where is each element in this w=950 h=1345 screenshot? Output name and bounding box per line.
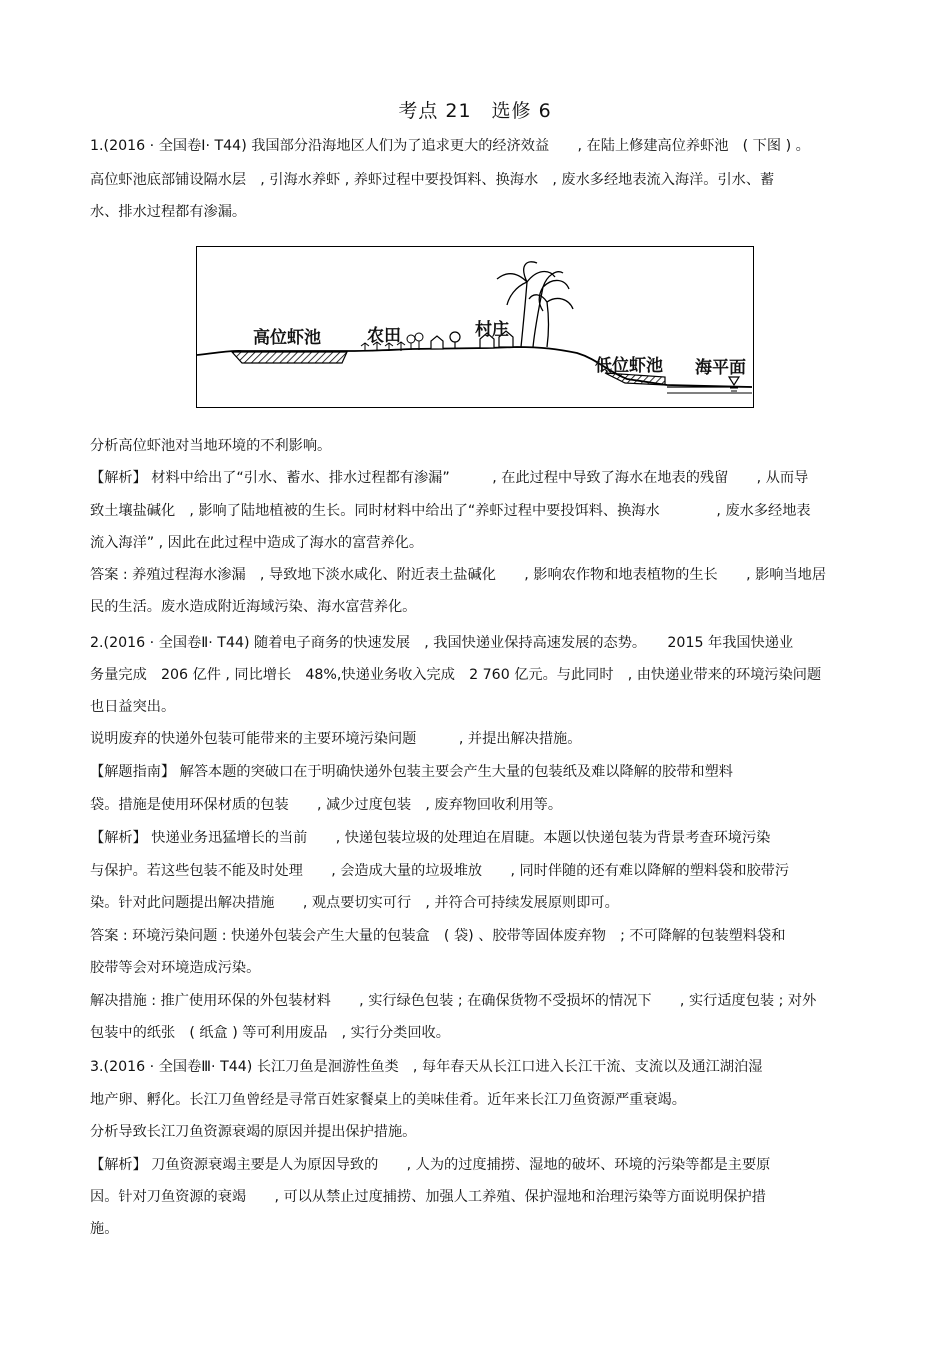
text-line: 染。针对此问题提出解决措施 , 观点要切实可行 , 并符合可持续发展原则即可。 [90, 895, 619, 911]
text-line: 致土壤盐碱化 , 影响了陆地植被的生长。同时材料中给出了“养虾过程中要投饵料、换海水 , 废水多经地表 [90, 503, 811, 519]
sea-level-marker [729, 377, 739, 385]
text-line: 2.(2016 · 全国卷Ⅱ· T44) 随着电子商务的快速发展 , 我国快递业保持高速发展的态势。 2015 年我国快递业 [90, 635, 794, 651]
text-line: 民的生活。废水造成附近海域污染、海水富营养化。 [90, 599, 417, 615]
text-line: 说明废弃的快递外包装可能带来的主要环境污染问题 , 并提出解决措施。 [90, 731, 582, 747]
label-farmland: 农田 [367, 326, 401, 346]
text-line: 袋。措施是使用环保材质的包装 , 减少过度包装 , 废弃物回收利用等。 [90, 797, 563, 813]
label-high-pond: 高位虾池 [253, 328, 321, 348]
text-line: 施。 [90, 1221, 119, 1237]
text-line: 1.(2016 · 全国卷Ⅰ· T44) 我国部分沿海地区人们为了追求更大的经济效益 , 在陆上修建高位养虾池 ( 下图 ) 。 [90, 138, 810, 154]
text-line: 地产卵、孵化。长江刀鱼曾经是寻常百姓家餐桌上的美味佳肴。近年来长江刀鱼资源严重衰竭。 [90, 1092, 686, 1108]
text-line: 胶带等会对环境造成污染。 [90, 960, 261, 976]
text-line: 答案 : 养殖过程海水渗漏 , 导致地下淡水咸化、附近表土盐碱化 , 影响农作物和地表植物的生长 , 影响当地居 [90, 567, 827, 583]
label-low-pond: 低位虾池 [595, 356, 663, 376]
text-line: 流入海洋” , 因此在此过程中造成了海水的富营养化。 [90, 535, 424, 551]
label-village: 村庄 [475, 320, 509, 340]
text-line: 分析高位虾池对当地环境的不利影响。 [90, 438, 332, 454]
text-line: 答案 : 环境污染问题 : 快递外包装会产生大量的包装盒 ( 袋) 、胶带等固体废弃物 ; 不可降解的包装塑料袋和 [90, 928, 786, 944]
text-line: 务量完成 206 亿件 , 同比增长 48%,快递业务收入完成 2 760 亿元。与此同时 , 由快递业带来的环境污染问题 [90, 667, 822, 683]
text-line: 【解析】 刀鱼资源衰竭主要是人为原因导致的 , 人为的过度捕捞、湿地的破坏、环境的污染等都是主要原 [90, 1157, 771, 1173]
text-line: 高位虾池底部铺设隔水层 , 引海水养虾 , 养虾过程中要投饵料、换海水 , 废水多经地表流入海洋。引水、蓄 [90, 172, 775, 188]
text-line: 包装中的纸张 ( 纸盒 ) 等可利用废品 , 实行分类回收。 [90, 1025, 450, 1041]
text-line: 因。针对刀鱼资源的衰竭 , 可以从禁止过度捕捞、加强人工养殖、保护湿地和治理污染等方面说明保护措 [90, 1189, 766, 1205]
text-line: 【解题指南】 解答本题的突破口在于明确快递外包装主要会产生大量的包装纸及难以降解的胶带和塑料 [90, 764, 733, 780]
text-line: 解决措施 : 推广使用环保的外包装材料 , 实行绿色包装 ; 在确保货物不受损坏的情况下 , 实行适度包装 ; 对外 [90, 993, 817, 1009]
label-sea-level: 海平面 [695, 358, 746, 378]
text-line: 【解析】 快递业务迅猛增长的当前 , 快递包装垃圾的处理迫在眉睫。本题以快递包装为背景考查环境污染 [90, 830, 771, 846]
page-title: 考点 21 选修 6 [398, 100, 552, 122]
text-line: 水、排水过程都有渗漏。 [90, 204, 247, 220]
shrimp-pond-diagram [196, 246, 754, 408]
text-line: 也日益突出。 [90, 699, 176, 715]
text-line: 与保护。若这些包装不能及时处理 , 会造成大量的垃圾堆放 , 同时伴随的还有难以降解的塑料袋和胶带污 [90, 863, 790, 879]
text-line: 分析导致长江刀鱼资源衰竭的原因并提出保护措施。 [90, 1124, 417, 1140]
text-line: 【解析】 材料中给出了“引水、蓄水、排水过程都有渗漏” , 在此过程中导致了海水在地表的残留 , 从而导 [90, 470, 809, 486]
high-pond-shape [232, 352, 347, 363]
text-line: 3.(2016 · 全国卷Ⅲ· T44) 长江刀鱼是洄游性鱼类 , 每年春天从长江口进入长江干流、支流以及通江湖泊湿 [90, 1059, 763, 1075]
